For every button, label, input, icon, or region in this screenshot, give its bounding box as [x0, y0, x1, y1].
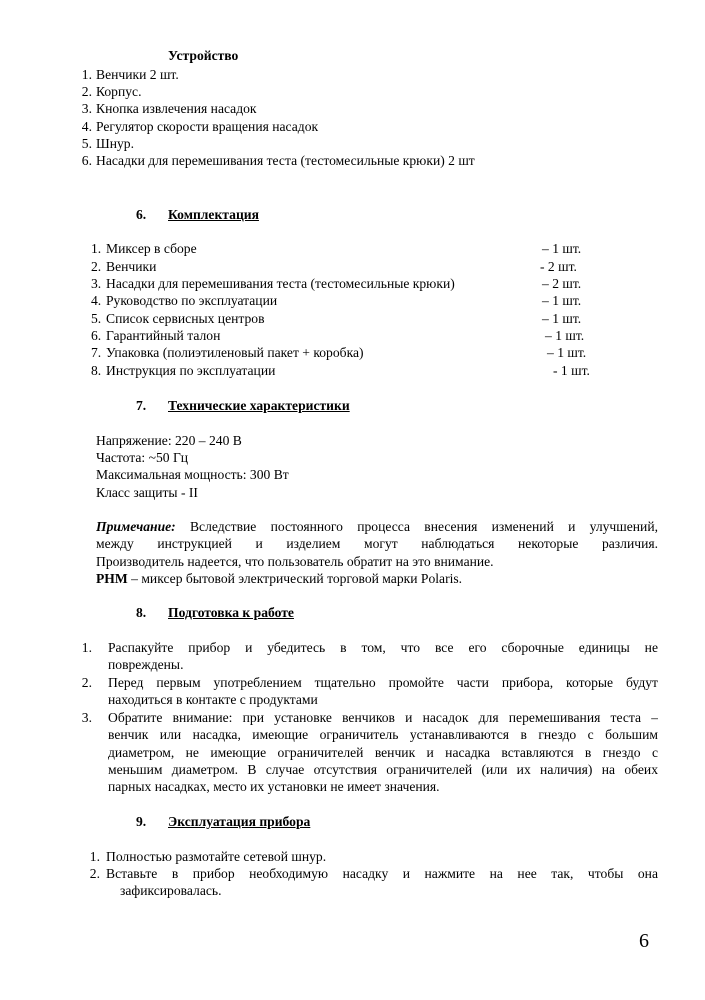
brand-abbr: PHM	[96, 570, 128, 586]
kit-item: Список сервисных центров	[106, 311, 265, 326]
kit-item-qty: – 2 шт.	[542, 276, 582, 291]
prep-item	[108, 639, 658, 674]
kit-item-qty: – 1 шт.	[547, 345, 587, 360]
kit-item: Гарантийный талон	[106, 328, 221, 343]
device-item-number: 2.	[81, 84, 92, 99]
kit-item-number: 2.	[91, 259, 102, 274]
kit-section-title: Комплектация	[168, 207, 259, 222]
operation-item-line: Вставьте в прибор необходимую насадку и нажмите на нее так, чтобы она	[106, 866, 658, 881]
operation-item	[106, 865, 658, 900]
specs-note-line: между инструкцией и изделием могут наблюдаться некоторые различия.	[96, 536, 658, 552]
kit-item: Упаковка (полиэтиленовый пакет + коробка)	[106, 345, 364, 360]
spec-line: Частота: ~50 Гц	[96, 450, 189, 465]
prep-item	[108, 674, 658, 709]
kit-item-number: 8.	[91, 363, 102, 378]
prep-item-number: 3.	[81, 710, 92, 725]
device-section-title: Устройство	[168, 48, 239, 63]
device-item-number: 3.	[81, 101, 92, 116]
prep-section-number: 8.	[136, 605, 147, 620]
operation-item-line: зафиксировалась.	[120, 883, 222, 899]
specs-note-line	[96, 518, 658, 535]
prep-item-line: повреждены.	[108, 657, 184, 673]
specs-note-line: Производитель надеется, что пользователь обратит на это внимание.	[96, 553, 494, 569]
device-item: Регулятор скорости вращения насадок	[96, 119, 319, 134]
prep-item-line: Обратите внимание: при установке венчиков и насадок для перемешивания теста –	[108, 710, 658, 725]
prep-item	[108, 709, 658, 795]
specs-note	[96, 518, 658, 587]
kit-item-number: 3.	[91, 276, 102, 291]
device-item: Шнур.	[96, 136, 134, 151]
prep-item-line: парных насадках, место их установки не имеет значения.	[108, 779, 440, 795]
prep-item-line: Перед первым употреблением тщательно промойте части прибора, которые будут	[108, 675, 658, 690]
page-number: 6	[639, 930, 649, 952]
prep-item-line: диаметром, не имеющие ограничителей венчик и насадка вставляются в гнездо с	[108, 744, 658, 760]
note-text: Вследствие постоянного процесса внесения изменений и улучшений,	[189, 519, 658, 534]
operation-section-number: 9.	[136, 814, 147, 829]
prep-item-number: 1.	[81, 640, 92, 655]
kit-item-number: 6.	[91, 328, 102, 343]
device-item: Насадки для перемешивания теста (тестомесильные крюки) 2 шт	[96, 153, 475, 168]
operation-item-number: 1.	[89, 849, 100, 864]
device-item-number: 1.	[81, 67, 92, 82]
device-item-number: 5.	[81, 136, 92, 151]
specs-section-number: 7.	[136, 398, 147, 413]
kit-item-number: 4.	[91, 293, 102, 308]
kit-item-number: 7.	[91, 345, 102, 360]
specs-section-title: Технические характеристики	[168, 398, 350, 413]
operation-section-title: Эксплуатация прибора	[168, 814, 311, 829]
brand-line	[96, 570, 658, 587]
kit-item-qty: – 1 шт.	[542, 311, 582, 326]
device-item: Венчики 2 шт.	[96, 67, 179, 82]
kit-item-qty: – 1 шт.	[542, 241, 582, 256]
device-item-number: 6.	[81, 153, 92, 168]
brand-text: – миксер бытовой электрический торговой марки Polaris.	[131, 570, 463, 586]
kit-item: Инструкция по эксплуатации	[106, 363, 276, 378]
device-item: Кнопка извлечения насадок	[96, 101, 257, 116]
prep-item-line: Распакуйте прибор и убедитесь в том, что все его сборочные единицы не	[108, 640, 658, 655]
spec-line: Напряжение: 220 – 240 В	[96, 433, 242, 448]
spec-line: Максимальная мощность: 300 Вт	[96, 467, 289, 482]
device-item: Корпус.	[96, 84, 142, 99]
kit-item-qty: – 1 шт.	[542, 293, 582, 308]
prep-section-title: Подготовка к работе	[168, 605, 294, 620]
prep-item-line: находиться в контакте с продуктами	[108, 692, 318, 708]
spec-line: Класс защиты - II	[96, 485, 198, 500]
kit-item: Венчики	[106, 259, 157, 274]
prep-item-line: венчик или насадка, имеющие ограничитель устанавливаются в гнездо с большим	[108, 727, 658, 743]
kit-item-qty: - 2 шт.	[540, 259, 577, 274]
prep-item-line: меньшим диаметром. В случае отсутствия ограничителей (или их наличия) на обеих	[108, 761, 658, 777]
operation-item: Полностью размотайте сетевой шнур.	[106, 849, 327, 864]
kit-item-qty: – 1 шт.	[545, 328, 585, 343]
kit-item: Насадки для перемешивания теста (тестомесильные крюки)	[106, 276, 455, 291]
prep-item-number: 2.	[81, 675, 92, 690]
kit-item-qty: - 1 шт.	[553, 363, 590, 378]
kit-item: Руководство по эксплуатации	[106, 293, 278, 308]
kit-item-number: 1.	[91, 241, 102, 256]
kit-item: Миксер в сборе	[106, 241, 197, 256]
kit-section-number: 6.	[136, 207, 147, 222]
note-label: Примечание:	[96, 519, 176, 534]
kit-item-number: 5.	[91, 311, 102, 326]
operation-item-number: 2.	[89, 866, 100, 881]
device-item-number: 4.	[81, 119, 92, 134]
